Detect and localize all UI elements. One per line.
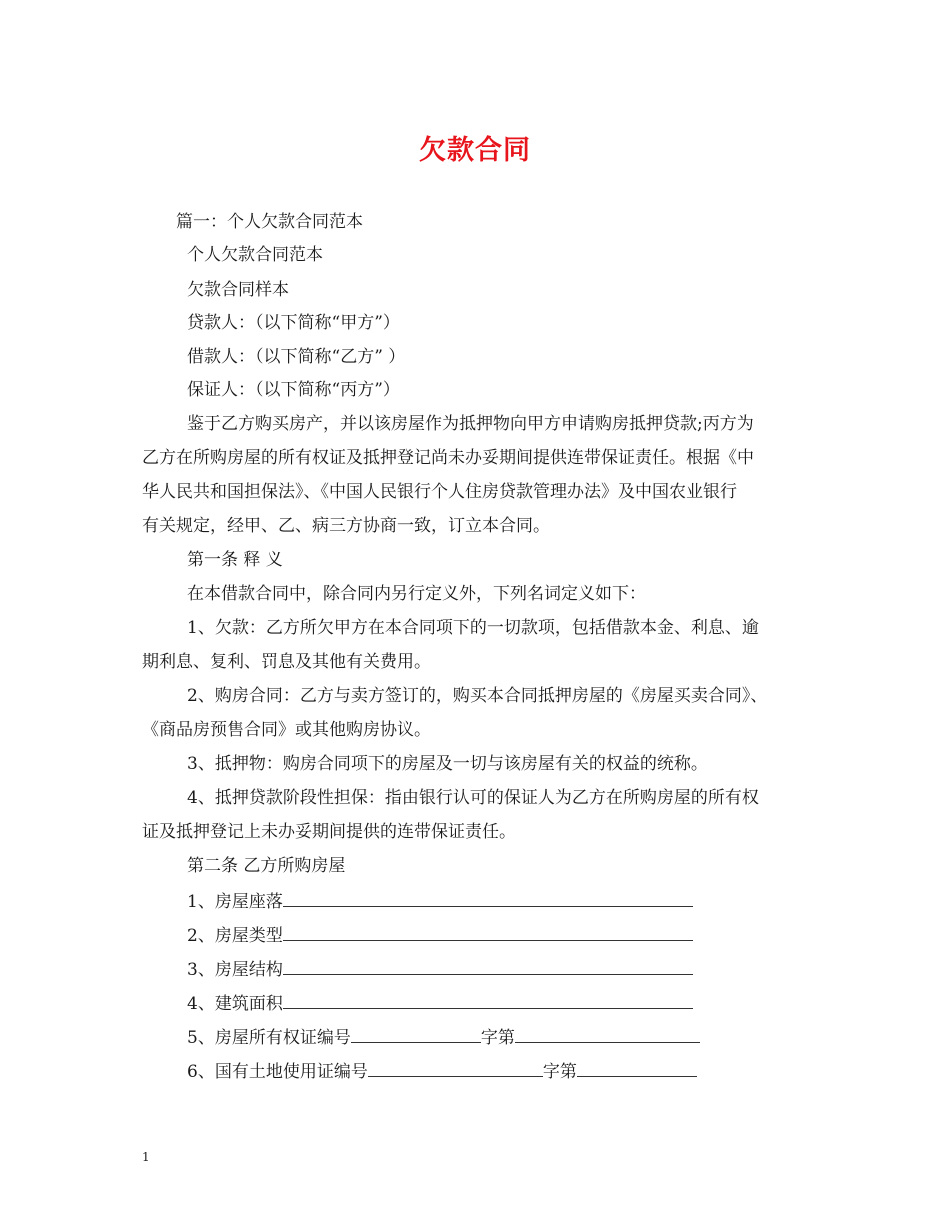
article-heading: 第二条 乙方所购房屋 xyxy=(187,856,346,876)
fill-blank xyxy=(515,1025,700,1043)
field-house-type xyxy=(187,923,693,948)
field-house-location xyxy=(187,889,693,914)
party-line: 保证人：（以下简称“丙方”） xyxy=(187,380,400,400)
field-label: 5、房屋所有权证编号 xyxy=(187,1028,351,1048)
field-label: 2、房屋类型 xyxy=(187,926,283,946)
fill-blank xyxy=(283,923,693,941)
document-title: 欠款合同 xyxy=(419,135,531,166)
field-building-area xyxy=(187,991,693,1016)
field-label: 3、房屋结构 xyxy=(187,960,283,980)
party-line: 贷款人：（以下简称“甲方”） xyxy=(187,313,400,333)
page-number: 1 xyxy=(142,1150,150,1164)
subheading: 欠款合同样本 xyxy=(187,280,289,300)
fill-blank xyxy=(368,1059,543,1077)
paragraph-line: 《商品房预售合同》或其他购房协议。 xyxy=(142,720,431,740)
fill-blank xyxy=(283,889,693,907)
paragraph-line: 乙方在所购房屋的所有权证及抵押登记尚未办妥期间提供连带保证责任。根据《中 xyxy=(142,448,754,468)
paragraph-line: 证及抵押登记上未办妥期间提供的连带保证责任。 xyxy=(142,822,516,842)
field-label: 4、建筑面积 xyxy=(187,994,283,1014)
field-label: 字第 xyxy=(480,1028,515,1048)
fill-blank xyxy=(283,991,693,1009)
paragraph-line: 期利息、复利、罚息及其他有关费用。 xyxy=(142,652,431,672)
field-land-cert xyxy=(187,1059,697,1084)
paragraph-line: 1、欠款：乙方所欠甲方在本合同项下的一切款项，包括借款本金、利息、逾 xyxy=(187,618,759,638)
paragraph-line: 2、购房合同：乙方与卖方签订的，购买本合同抵押房屋的《房屋买卖合同》、 xyxy=(187,686,768,706)
paragraph-line: 4、抵押贷款阶段性担保：指由银行认可的保证人为乙方在所购房屋的所有权 xyxy=(187,788,759,808)
section-heading: 篇一：个人欠款合同范本 xyxy=(176,212,363,232)
fill-blank xyxy=(283,957,693,975)
field-house-structure xyxy=(187,957,693,982)
party-line: 借款人：（以下简称“乙方” ） xyxy=(187,347,406,367)
paragraph-line: 鉴于乙方购买房产，并以该房屋作为抵押物向甲方申请购房抵押贷款;丙方为 xyxy=(187,414,754,434)
paragraph-line: 在本借款合同中，除合同内另行定义外，下列名词定义如下： xyxy=(187,584,646,604)
field-label: 1、房屋座落 xyxy=(187,892,283,912)
field-label: 字第 xyxy=(542,1062,577,1082)
paragraph-line: 3、抵押物：购房合同项下的房屋及一切与该房屋有关的权益的统称。 xyxy=(187,754,708,774)
paragraph-line: 华人民共和国担保法》、《中国人民银行个人住房贷款管理办法》及中国农业银行 xyxy=(142,482,737,502)
field-ownership-cert xyxy=(187,1025,700,1050)
fill-blank xyxy=(351,1025,481,1043)
fill-blank xyxy=(577,1059,697,1077)
article-heading: 第一条 释 义 xyxy=(187,550,283,570)
paragraph-line: 有关规定，经甲、乙、病三方协商一致，订立本合同。 xyxy=(142,516,550,536)
subheading: 个人欠款合同范本 xyxy=(187,245,323,265)
field-label: 6、国有土地使用证编号 xyxy=(187,1062,368,1082)
